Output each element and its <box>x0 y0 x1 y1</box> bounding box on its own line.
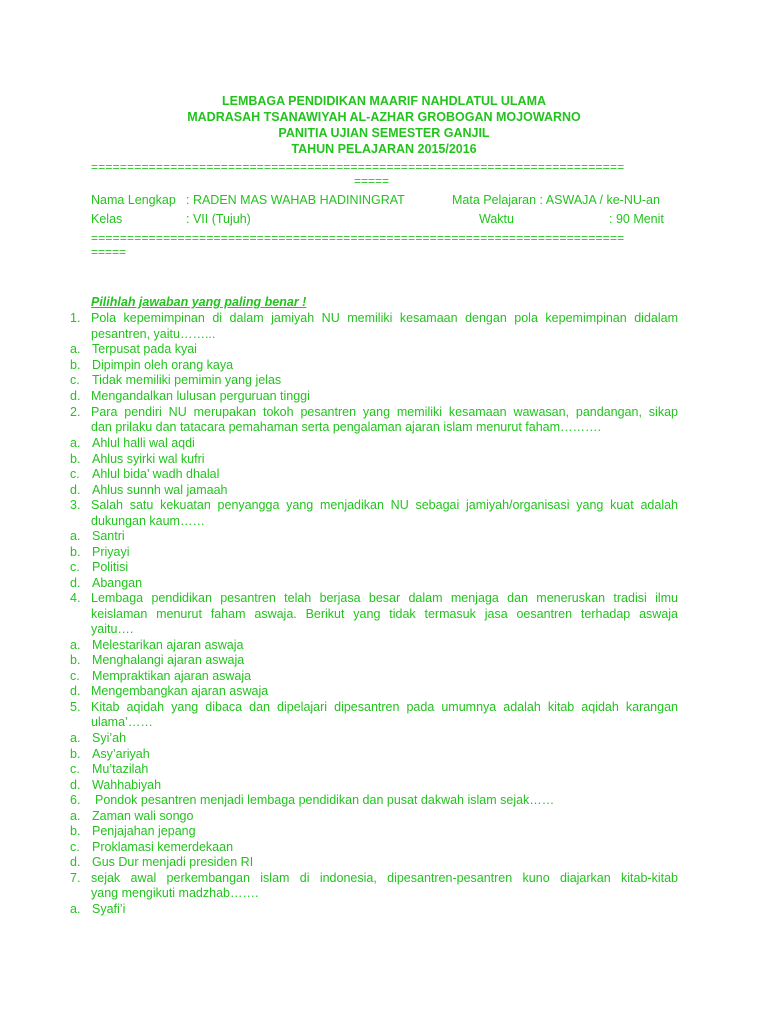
class-label: Kelas <box>91 212 123 226</box>
option-text: Ahlus syirki wal kufri <box>92 452 205 466</box>
option-text: Syafi’i <box>92 902 126 916</box>
question-text: Kitab aqidah yang dibaca dan dipelajari dipesantren pada umumnya adalah kitab aqidah karangan <box>91 700 678 714</box>
academic-year: TAHUN PELAJARAN 2015/2016 <box>291 142 477 156</box>
option-text: Penjajahan jepang <box>92 824 196 838</box>
option-letter: d. <box>70 684 81 698</box>
option-text: Politisi <box>92 560 129 574</box>
question-text: Pondok pesantren menjadi lembaga pendidikan dan pusat dakwah islam sejak…… <box>95 793 555 807</box>
option-text: Abangan <box>92 576 143 590</box>
option-letter: c. <box>70 762 80 776</box>
option-text: Gus Dur menjadi presiden RI <box>92 855 254 869</box>
committee-name: PANITIA UJIAN SEMESTER GANJIL <box>278 126 490 140</box>
option-letter: a. <box>70 342 81 356</box>
question-number: 1. <box>70 311 81 325</box>
question-number: 7. <box>70 871 81 885</box>
option-text: Dipimpin oleh orang kaya <box>92 358 234 372</box>
option-letter: b. <box>70 824 81 838</box>
separator-top-tail: ===== <box>354 174 390 188</box>
question-text: Pola kepemimpinan di dalam jamiyah NU memiliki kesamaan dengan pola kepemimpinan didalam <box>91 311 678 325</box>
option-text: Asy’ariyah <box>92 747 150 761</box>
separator-top: ========================================================================== <box>91 160 625 174</box>
option-letter: c. <box>70 467 80 481</box>
option-letter: a. <box>70 809 81 823</box>
option-text: Mengandalkan lulusan perguruan tinggi <box>91 389 310 403</box>
question-text: sejak awal perkembangan islam di indonesia, dipesantren-pesantren kuno diajarkan kitab-kitab <box>91 871 678 885</box>
option-text: Melestarikan ajaran aswaja <box>92 638 244 652</box>
question-number: 4. <box>70 591 81 605</box>
option-text: Mu’tazilah <box>92 762 149 776</box>
option-text: Tidak memiliki pemimin yang jelas <box>92 373 282 387</box>
option-letter: c. <box>70 669 80 683</box>
separator-bottom-tail: ===== <box>91 245 127 259</box>
question-text: Lembaga pendidikan pesantren telah berjasa besar dalam menjaga dan meneruskan tradisi ilmu <box>91 591 678 605</box>
option-text: Syi’ah <box>92 731 127 745</box>
option-letter: a. <box>70 529 81 543</box>
time-value: : 90 Menit <box>609 212 664 226</box>
option-text: Terpusat pada kyai <box>92 342 197 356</box>
question-text-cont: ulama’…… <box>91 715 153 729</box>
question-number: 5. <box>70 700 81 714</box>
option-letter: b. <box>70 545 81 559</box>
option-letter: b. <box>70 358 81 372</box>
question-text-cont: yang mengikuti madzhab……. <box>91 886 259 900</box>
instruction: Pilihlah jawaban yang paling benar ! <box>91 295 307 309</box>
option-letter: d. <box>70 855 81 869</box>
option-text: Zaman wali songo <box>92 809 194 823</box>
institution-title: LEMBAGA PENDIDIKAN MAARIF NAHDLATUL ULAMA <box>221 94 547 108</box>
question-number: 2. <box>70 405 81 419</box>
question-text-cont: yaitu…. <box>91 622 134 636</box>
name-label: Nama Lengkap <box>91 193 176 207</box>
option-letter: c. <box>70 560 80 574</box>
question-number: 3. <box>70 498 81 512</box>
option-letter: d. <box>70 576 81 590</box>
question-text-cont: keislaman menurut faham aswaja. Berikut yang tidak termasuk jasa oesantren terhadap aswaja <box>91 607 678 621</box>
question-text: Salah satu kekuatan penyangga yang menjadikan NU sebagai jamiyah/organisasi yang kuat adalah <box>91 498 678 512</box>
option-text: Proklamasi kemerdekaan <box>92 840 234 854</box>
option-text: Mempraktikan ajaran aswaja <box>92 669 252 683</box>
option-letter: d. <box>70 483 81 497</box>
option-letter: b. <box>70 452 81 466</box>
option-text: Menghalangi ajaran aswaja <box>92 653 245 667</box>
option-letter: a. <box>70 902 81 916</box>
option-letter: c. <box>70 373 80 387</box>
question-text-cont: pesantren, yaitu……... <box>91 327 216 341</box>
option-letter: b. <box>70 747 81 761</box>
option-text: Santri <box>92 529 125 543</box>
option-letter: a. <box>70 731 81 745</box>
option-letter: d. <box>70 389 81 403</box>
time-label: Waktu <box>479 212 514 226</box>
question-number: 6. <box>70 793 81 807</box>
option-letter: a. <box>70 638 81 652</box>
question-text-cont: dan prilaku dan tatacara pemahaman serta pengalaman ajaran islam menurut faham………. <box>91 420 601 434</box>
name-value: : RADEN MAS WAHAB HADININGRAT <box>186 193 405 207</box>
separator-bottom: ========================================================================== <box>91 231 625 245</box>
option-text: Ahlus sunnh wal jamaah <box>92 483 228 497</box>
option-text: Ahlul halli wal aqdi <box>92 436 195 450</box>
class-value: : VII (Tujuh) <box>186 212 251 226</box>
school-name: MADRASAH TSANAWIYAH AL-AZHAR GROBOGAN MOJOWARNO <box>187 110 581 124</box>
option-letter: d. <box>70 778 81 792</box>
question-text-cont: dukungan kaum…… <box>91 514 205 528</box>
option-text: Ahlul bida’ wadh dhalal <box>92 467 220 481</box>
option-letter: a. <box>70 436 81 450</box>
option-text: Priyayi <box>92 545 130 559</box>
option-text: Mengembangkan ajaran aswaja <box>91 684 269 698</box>
option-letter: b. <box>70 653 81 667</box>
subject-info: Mata Pelajaran : ASWAJA / ke-NU-an <box>452 193 660 207</box>
question-text: Para pendiri NU merupakan tokoh pesantren yang memiliki kesamaan wawasan, pandangan, sikap <box>91 405 678 419</box>
option-text: Wahhabiyah <box>92 778 162 792</box>
option-letter: c. <box>70 840 80 854</box>
